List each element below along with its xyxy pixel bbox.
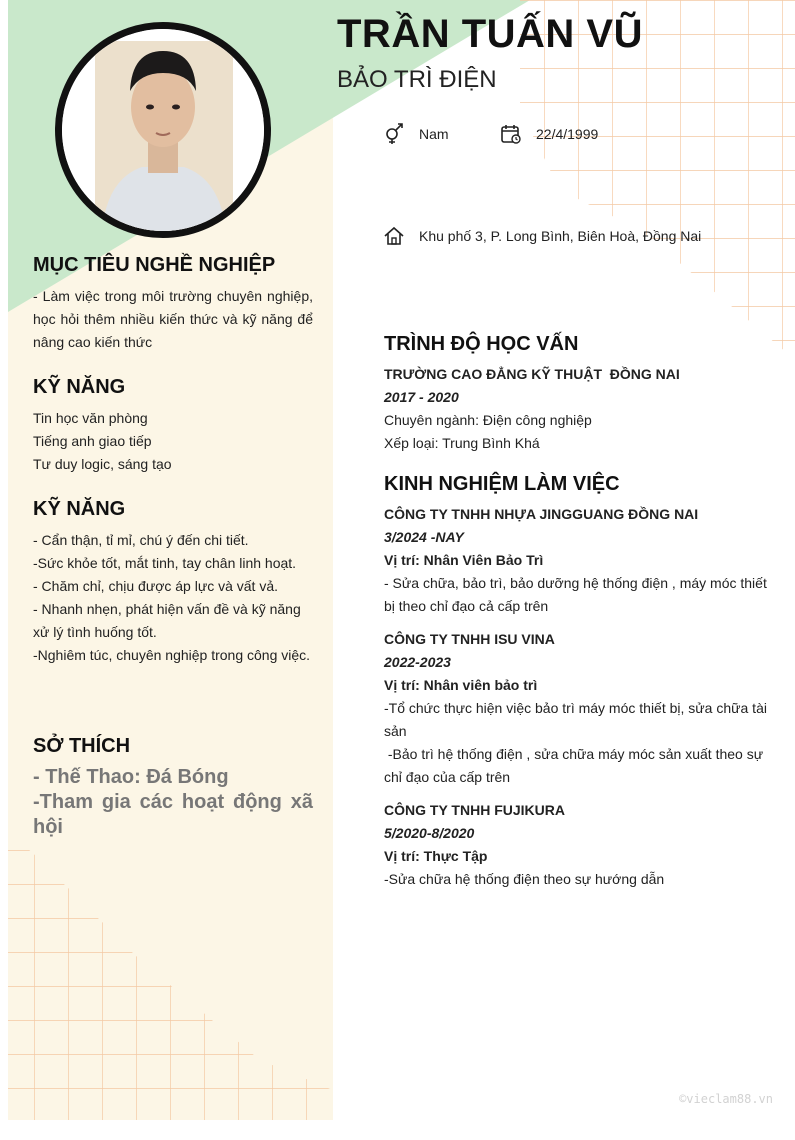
gender-value: Nam — [419, 126, 449, 142]
soft-skill-item: - Cẩn thận, tỉ mỉ, chú ý đến chi tiết. — [33, 532, 249, 548]
skill-item: Tin học văn phòng — [33, 410, 148, 426]
experience-item — [384, 503, 770, 618]
soft-skills-list — [33, 529, 315, 667]
avatar — [55, 22, 271, 238]
portrait-photo — [62, 29, 264, 231]
birthday-value: 22/4/1999 — [536, 126, 599, 142]
job-position: Vị trí: Nhân viên bảo trì — [384, 677, 538, 693]
job-period: 2022-2023 — [384, 654, 451, 670]
education-period: 2017 - 2020 — [384, 389, 459, 405]
skills-list — [33, 407, 313, 476]
job-description: -Sửa chữa hệ thống điện theo sự hướng dẫn — [384, 871, 665, 887]
job-title: BẢO TRÌ ĐIỆN — [337, 66, 497, 93]
soft-skills-title: KỸ NĂNG — [33, 498, 126, 520]
experience-item — [384, 799, 770, 891]
experience-item — [384, 628, 770, 789]
soft-skill-item: -Sức khỏe tốt, mắt tinh, tay chân linh hoạt. — [33, 555, 297, 571]
objective-text: - Làm việc trong môi trường chuyên nghiệp, học hỏi thêm nhiều kiến thức và kỹ năng để nâng cao kiến thức — [33, 288, 313, 350]
soft-skill-item: - Nhanh nhẹn, phát hiện vấn đề và kỹ năng xử lý tình huống tốt. — [33, 601, 301, 640]
job-description: -Tổ chức thực hiện việc bảo trì máy móc thiết bị, sửa chữa tài sản — [384, 700, 767, 739]
address-row — [383, 225, 701, 247]
gender-row — [383, 123, 449, 145]
skills-title: KỸ NĂNG — [33, 376, 126, 398]
hobbies-list — [33, 765, 313, 840]
experience-title: KINH NGHIỆM LÀM VIỆC — [384, 473, 620, 495]
education-block — [384, 363, 774, 455]
birthday-row — [500, 123, 598, 145]
calendar-icon — [500, 123, 522, 145]
job-position: Vị trí: Nhân Viên Bảo Trì — [384, 552, 544, 568]
hobbies-title: SỞ THÍCH — [33, 735, 131, 757]
school-name: TRƯỜNG CAO ĐẲNG KỸ THUẬT ĐỒNG NAI — [384, 366, 680, 382]
soft-skill-item: -Nghiêm túc, chuyên nghiệp trong công việc. — [33, 647, 311, 663]
education-major: Chuyên ngành: Điện công nghiệp — [384, 412, 592, 428]
gender-icon — [383, 123, 405, 145]
hobby-item: - Thế Thao: Đá Bóng — [33, 766, 229, 788]
job-description: - Sửa chữa, bảo trì, bảo dưỡng hệ thống điện , máy móc thiết bị theo chỉ đạo cả cấp trên — [384, 575, 767, 614]
company-name: CÔNG TY TNHH ISU VINA — [384, 631, 555, 647]
watermark: ©vieclam88.vn — [679, 1092, 773, 1106]
skill-item: Tiếng anh giao tiếp — [33, 433, 152, 449]
job-position: Vị trí: Thực Tập — [384, 848, 488, 864]
objective-title: MỤC TIÊU NGHỀ NGHIỆP — [33, 254, 276, 276]
address-value: Khu phố 3, P. Long Bình, Biên Hoà, Đồng Nai — [419, 228, 702, 244]
company-name: CÔNG TY TNHH NHỰA JINGGUANG ĐỒNG NAI — [384, 506, 699, 522]
hobby-item: -Tham gia các hoạt động xã hội — [33, 791, 313, 838]
company-name: CÔNG TY TNHH FUJIKURA — [384, 802, 565, 818]
home-icon — [383, 225, 405, 247]
education-rank: Xếp loại: Trung Bình Khá — [384, 435, 540, 451]
job-period: 5/2020-8/2020 — [384, 825, 475, 841]
soft-skill-item: - Chăm chỉ, chịu được áp lực và vất vả. — [33, 578, 279, 594]
skill-item: Tư duy logic, sáng tạo — [33, 456, 172, 472]
job-period: 3/2024 -NAY — [384, 529, 464, 545]
education-title: TRÌNH ĐỘ HỌC VẤN — [384, 333, 579, 355]
candidate-name: TRẦN TUẤN VŨ — [337, 12, 643, 56]
job-description: -Bảo trì hệ thống điện , sửa chữa máy móc sản xuất theo sự chỉ đạo của cấp trên — [384, 746, 767, 785]
